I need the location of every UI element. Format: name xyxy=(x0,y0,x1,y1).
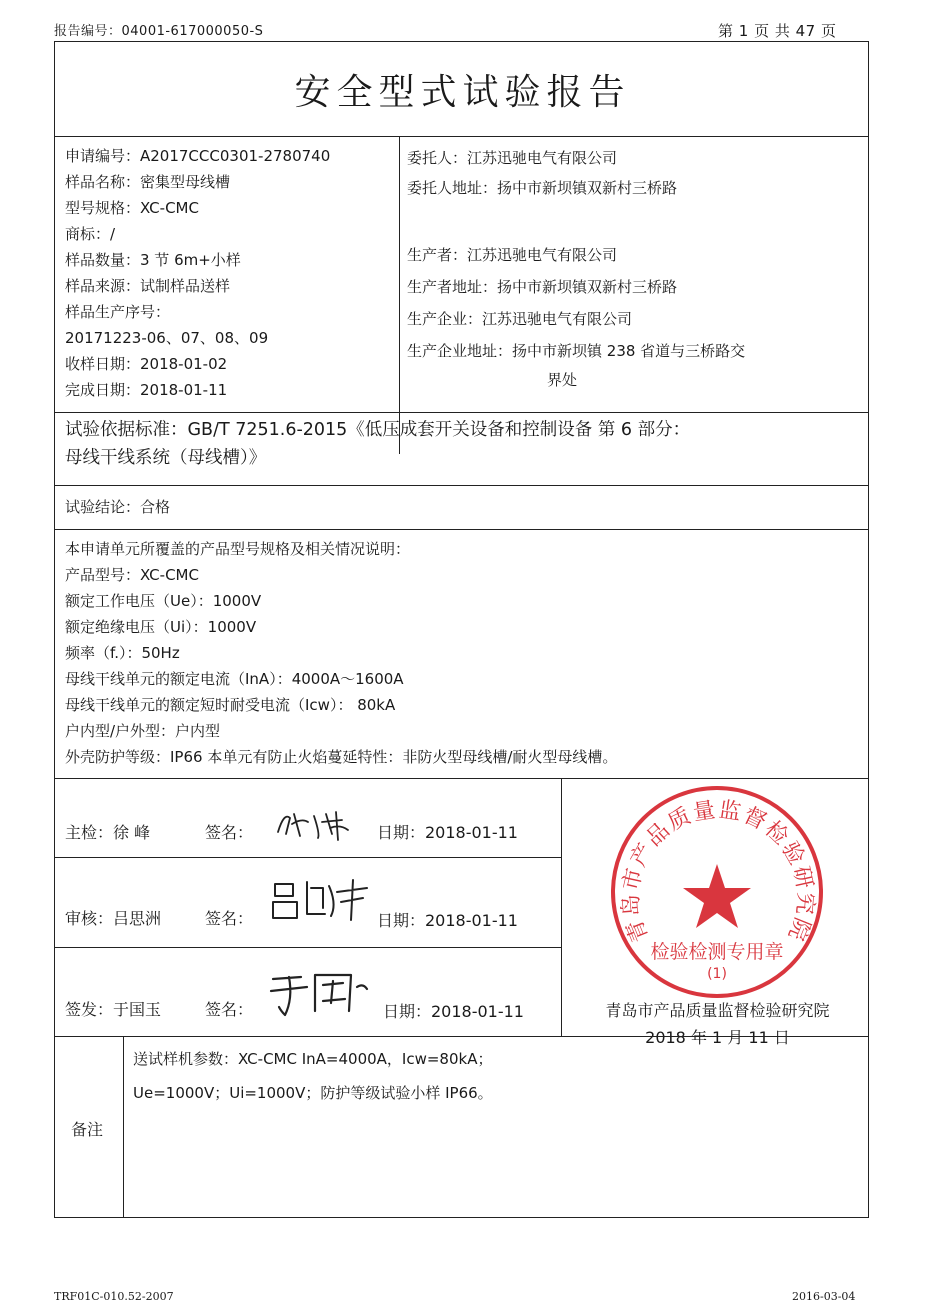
complete-date: 完成日期：2018-01-11 xyxy=(65,381,228,399)
inspector-date: 日期：2018-01-11 xyxy=(377,823,518,842)
serial-label: 样品生产序号： xyxy=(65,303,171,321)
divider xyxy=(55,778,868,779)
remarks-content xyxy=(133,1042,493,1110)
short-time-current: 母线干线单元的额定短时耐受电流（Icw）： 80kA xyxy=(65,696,396,714)
factory: 生产企业：江苏迅驰电气有限公司 xyxy=(407,310,633,328)
form-code: TRF01C-010.52-2007 xyxy=(54,1290,174,1303)
product-model: 产品型号：XC-CMC xyxy=(65,566,199,584)
inspector-signature xyxy=(270,804,365,844)
remarks-line1: 送试样机参数：XC-CMC InA=4000A，Icw=80kA； xyxy=(133,1050,493,1068)
rated-voltage: 额定工作电压（Ue）：1000V xyxy=(65,592,262,610)
seal-number: (1) xyxy=(707,966,727,982)
receive-date: 收样日期：2018-01-02 xyxy=(65,355,228,373)
divider xyxy=(55,857,561,858)
approver-date: 日期：2018-01-11 xyxy=(383,1002,524,1021)
insulation-voltage: 额定绝缘电压（Ui）：1000V xyxy=(65,618,257,636)
divider xyxy=(55,136,868,137)
report-number: 报告编号：04001-617000050-S xyxy=(54,24,264,39)
form-date: 2016-03-04 xyxy=(792,1290,856,1303)
factory-address-cont: 界处 xyxy=(547,371,578,389)
manufacturer: 生产者：江苏迅驰电气有限公司 xyxy=(407,246,618,264)
reviewer-role: 审核：吕思洲 xyxy=(65,909,162,928)
unit-intro: 本申请单元所覆盖的产品型号规格及相关情况说明： xyxy=(65,540,411,558)
frequency: 频率（f.）：50Hz xyxy=(65,644,180,662)
seal-star xyxy=(683,864,751,928)
test-conclusion: 试验结论：合格 xyxy=(65,498,171,516)
sample-quantity: 样品数量：3 节 6m+小样 xyxy=(65,251,241,269)
official-seal xyxy=(605,780,830,1005)
manufacturer-address: 生产者地址：扬中市新坝镇双新村三桥路 xyxy=(407,278,678,296)
manufacturer-block xyxy=(407,239,745,393)
divider xyxy=(55,412,868,413)
report-form xyxy=(54,41,869,1218)
enclosure-protection: 外壳防护等级：IP66 本单元有防止火焰蔓延特性：非防火型母线槽/耐火型母线槽。 xyxy=(65,748,618,766)
divider xyxy=(55,947,561,948)
inspector-role: 主检：徐 峰 xyxy=(65,823,151,842)
factory-address: 生产企业地址：扬中市新坝镇 238 省道与三桥路交 xyxy=(407,342,746,360)
indoor-outdoor: 户内型/户外型：户内型 xyxy=(65,722,221,740)
application-number: 申请编号：A2017CCC0301-2780740 xyxy=(65,147,331,165)
test-standard-line1: 试验依据标准：GB/T 7251.6-2015《低压成套开关设备和控制设备 第 6 部分： xyxy=(65,420,691,440)
test-standard xyxy=(65,416,690,472)
reviewer-sign-label: 签名： xyxy=(205,909,254,928)
approver-sign-label: 签名： xyxy=(205,1000,254,1019)
reviewer-date: 日期：2018-01-11 xyxy=(377,911,518,930)
remarks-label: 备注 xyxy=(71,1120,104,1139)
client-block xyxy=(407,143,677,203)
brand: 商标：/ xyxy=(65,225,116,243)
unit-description xyxy=(65,536,617,770)
client-address: 委托人地址：扬中市新坝镇双新村三桥路 xyxy=(407,179,678,197)
seal-ring-text: 青岛市产品质量监督检验研究院 xyxy=(618,797,818,946)
model-spec: 型号规格：XC-CMC xyxy=(65,199,199,217)
client: 委托人：江苏迅驰电气有限公司 xyxy=(407,149,618,167)
serial-value: 20171223-06、07、08、09 xyxy=(65,329,269,347)
issuer-block xyxy=(570,997,865,1051)
left-info-block xyxy=(65,143,330,403)
divider xyxy=(55,1036,868,1037)
issuer-name: 青岛市产品质量监督检验研究院 xyxy=(605,1001,830,1020)
reviewer-signature xyxy=(267,874,377,924)
rated-current: 母线干线单元的额定电流（InA）：4000A～1600A xyxy=(65,670,404,688)
divider xyxy=(55,485,868,486)
page-indicator: 第 1 页 共 47 页 xyxy=(718,22,837,40)
report-title: 安全型式试验报告 xyxy=(294,71,631,113)
approver-signature xyxy=(267,967,377,1019)
approver-role: 签发：于国玉 xyxy=(65,1000,162,1019)
test-standard-line2: 母线干线系统（母线槽）》 xyxy=(65,448,267,468)
remarks-column-divider xyxy=(123,1036,124,1217)
info-column-divider xyxy=(399,136,400,454)
sample-source: 样品来源：试制样品送样 xyxy=(65,277,231,295)
issuer-date: 2018 年 1 月 11 日 xyxy=(645,1028,790,1047)
inspector-sign-label: 签名： xyxy=(205,823,254,842)
remarks-line2: Ue=1000V；Ui=1000V；防护等级试验小样 IP66。 xyxy=(133,1084,493,1102)
signature-column-divider xyxy=(561,778,562,1036)
divider xyxy=(55,529,868,530)
sample-name: 样品名称：密集型母线槽 xyxy=(65,173,231,191)
seal-bottom-text: 检验检测专用章 xyxy=(650,941,784,963)
